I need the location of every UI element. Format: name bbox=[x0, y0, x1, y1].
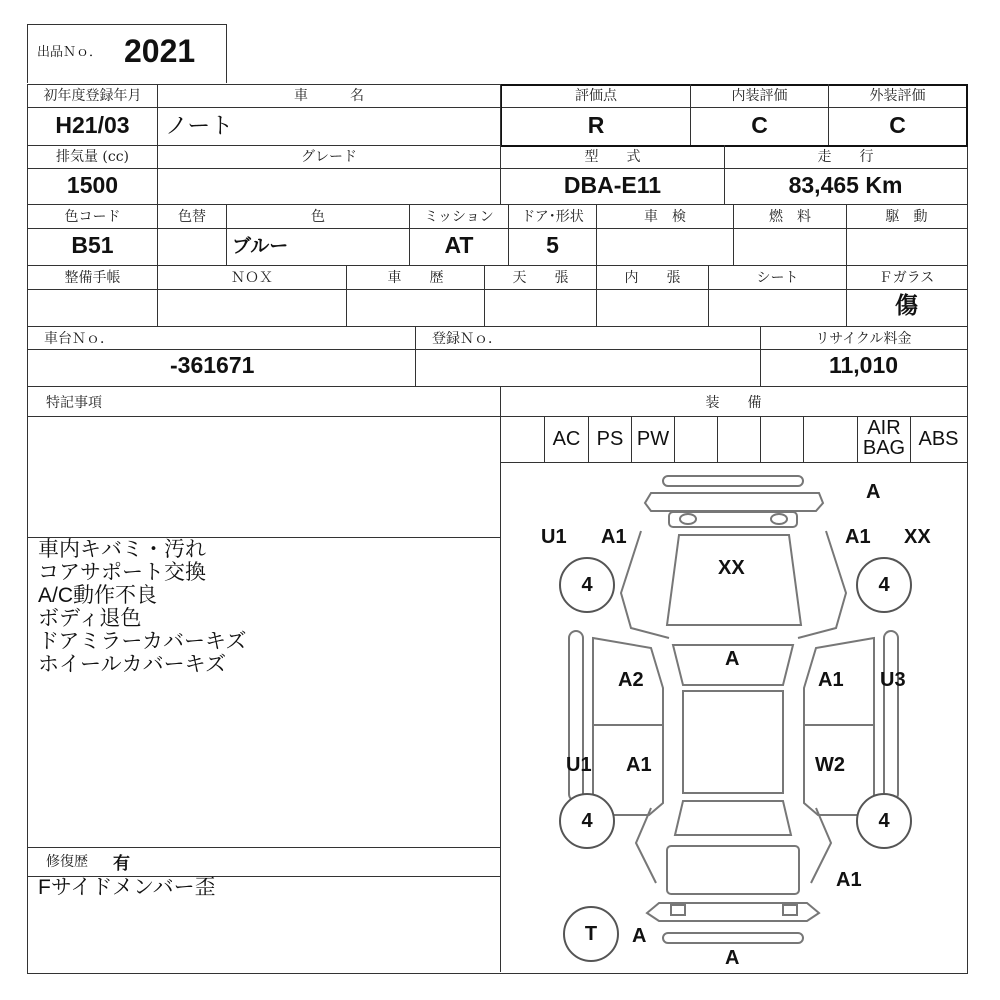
label-mileage: 走 行 bbox=[817, 149, 874, 165]
label-nox: ＮＯＸ bbox=[231, 270, 273, 286]
equip-ps: PS bbox=[596, 428, 624, 450]
label-interior: 内装評価 bbox=[731, 88, 788, 104]
value-car-name: ノート bbox=[165, 112, 234, 138]
value-score: R bbox=[587, 112, 605, 138]
label-displacement: 排気量 (cc) bbox=[55, 149, 130, 165]
note-line: A/C動作不良 bbox=[38, 584, 158, 607]
tire-rear-right: 4 bbox=[856, 793, 912, 849]
value-repair: 有 bbox=[113, 854, 130, 874]
mark-front-bumper: A bbox=[866, 481, 881, 503]
label-drive: 駆 動 bbox=[885, 209, 928, 225]
note-line: ホイールカバーキズ bbox=[38, 653, 227, 676]
label-doors: ドア･形状 bbox=[521, 209, 584, 225]
value-reg-date: H21/03 bbox=[55, 112, 130, 138]
value-recycle-fee: 11,010 bbox=[828, 352, 899, 378]
value-windshield: 傷 bbox=[895, 292, 918, 318]
label-notes: 特記事項 bbox=[46, 395, 102, 411]
label-windshield: Ｆガラス bbox=[878, 270, 935, 286]
mark-right-front-xx: XX bbox=[904, 526, 931, 548]
tire-spare: T bbox=[563, 906, 619, 962]
label-repair: 修復歴 bbox=[46, 854, 88, 870]
note-line: ドアミラーカバーキズ bbox=[38, 630, 247, 653]
mark-hood: XX bbox=[718, 557, 745, 579]
note-line: 車内キバミ・汚れ bbox=[38, 538, 206, 561]
label-car-name: 車 名 bbox=[294, 88, 364, 104]
label-grade: グレード bbox=[301, 149, 357, 165]
value-doors: 5 bbox=[546, 232, 559, 258]
mark-left-front-door: A2 bbox=[618, 669, 644, 691]
label-equipment: 装 備 bbox=[705, 395, 762, 411]
value-mileage: 83,465 Km bbox=[788, 172, 903, 198]
equip-abs: ABS bbox=[918, 428, 959, 450]
note-line: ボディ退色 bbox=[38, 607, 142, 630]
value-exterior: C bbox=[889, 112, 906, 138]
label-model: 型 式 bbox=[584, 149, 641, 165]
lot-number: 2021 bbox=[124, 33, 196, 69]
equip-airbag: AIR BAG bbox=[862, 417, 906, 459]
mark-left-rear-u1: U1 bbox=[566, 754, 592, 776]
tire-rear-left: 4 bbox=[559, 793, 615, 849]
tire-front-right: 4 bbox=[856, 557, 912, 613]
label-seat: シート bbox=[756, 270, 799, 286]
mark-right-rear: W2 bbox=[815, 754, 845, 776]
mark-right-side: U3 bbox=[880, 669, 906, 691]
label-chassis-no: 車台Ｎｏ． bbox=[44, 331, 114, 347]
value-model: DBA-E11 bbox=[563, 172, 662, 198]
label-interior-trim: 内 張 bbox=[624, 270, 681, 286]
mark-right-front-door: A1 bbox=[818, 669, 844, 691]
label-transmission: ミッション bbox=[424, 209, 494, 225]
label-color: 色 bbox=[311, 209, 325, 225]
equip-pw: PW bbox=[636, 428, 670, 450]
label-history: 車 歴 bbox=[387, 270, 444, 286]
label-color-code: 色コード bbox=[64, 209, 121, 225]
label-fuel: 燃 料 bbox=[769, 209, 811, 225]
mark-left-front-a1: A1 bbox=[601, 526, 627, 548]
mark-windshield: A bbox=[725, 648, 740, 670]
mark-rear-bumper: A bbox=[725, 947, 740, 969]
mark-left-front-u1: U1 bbox=[541, 526, 567, 548]
mark-left-rear-a1: A1 bbox=[626, 754, 652, 776]
label-reg-date: 初年度登録年月 bbox=[43, 88, 142, 104]
label-inspection: 車 検 bbox=[644, 209, 686, 225]
label-score: 評価点 bbox=[575, 88, 617, 104]
car-diagram bbox=[501, 463, 966, 971]
label-roof: 天 張 bbox=[512, 270, 569, 286]
tire-front-left: 4 bbox=[559, 557, 615, 613]
mark-right-rear-fender: A1 bbox=[836, 869, 862, 891]
label-exterior: 外装評価 bbox=[869, 88, 926, 104]
label-recycle-fee: リサイクル料金 bbox=[815, 331, 912, 347]
label-reg-no: 登録Ｎｏ． bbox=[432, 331, 502, 347]
mark-trunk: A bbox=[632, 925, 647, 947]
mark-right-front-a1: A1 bbox=[845, 526, 871, 548]
lot-label: 出品Ｎｏ． bbox=[37, 45, 103, 60]
label-color-change: 色替 bbox=[178, 209, 206, 225]
equip-ac: AC bbox=[552, 428, 581, 450]
label-service-book: 整備手帳 bbox=[64, 270, 121, 286]
value-chassis-no: -361671 bbox=[170, 352, 255, 378]
note-line: コアサポート交換 bbox=[38, 561, 206, 584]
value-transmission: AT bbox=[444, 232, 474, 258]
value-color: ブルー bbox=[232, 236, 289, 257]
repair-detail: Fサイドメンバー歪 bbox=[38, 876, 216, 899]
value-displacement: 1500 bbox=[66, 172, 119, 198]
value-color-code: B51 bbox=[71, 232, 114, 258]
value-interior: C bbox=[751, 112, 768, 138]
lot-box bbox=[27, 24, 227, 83]
